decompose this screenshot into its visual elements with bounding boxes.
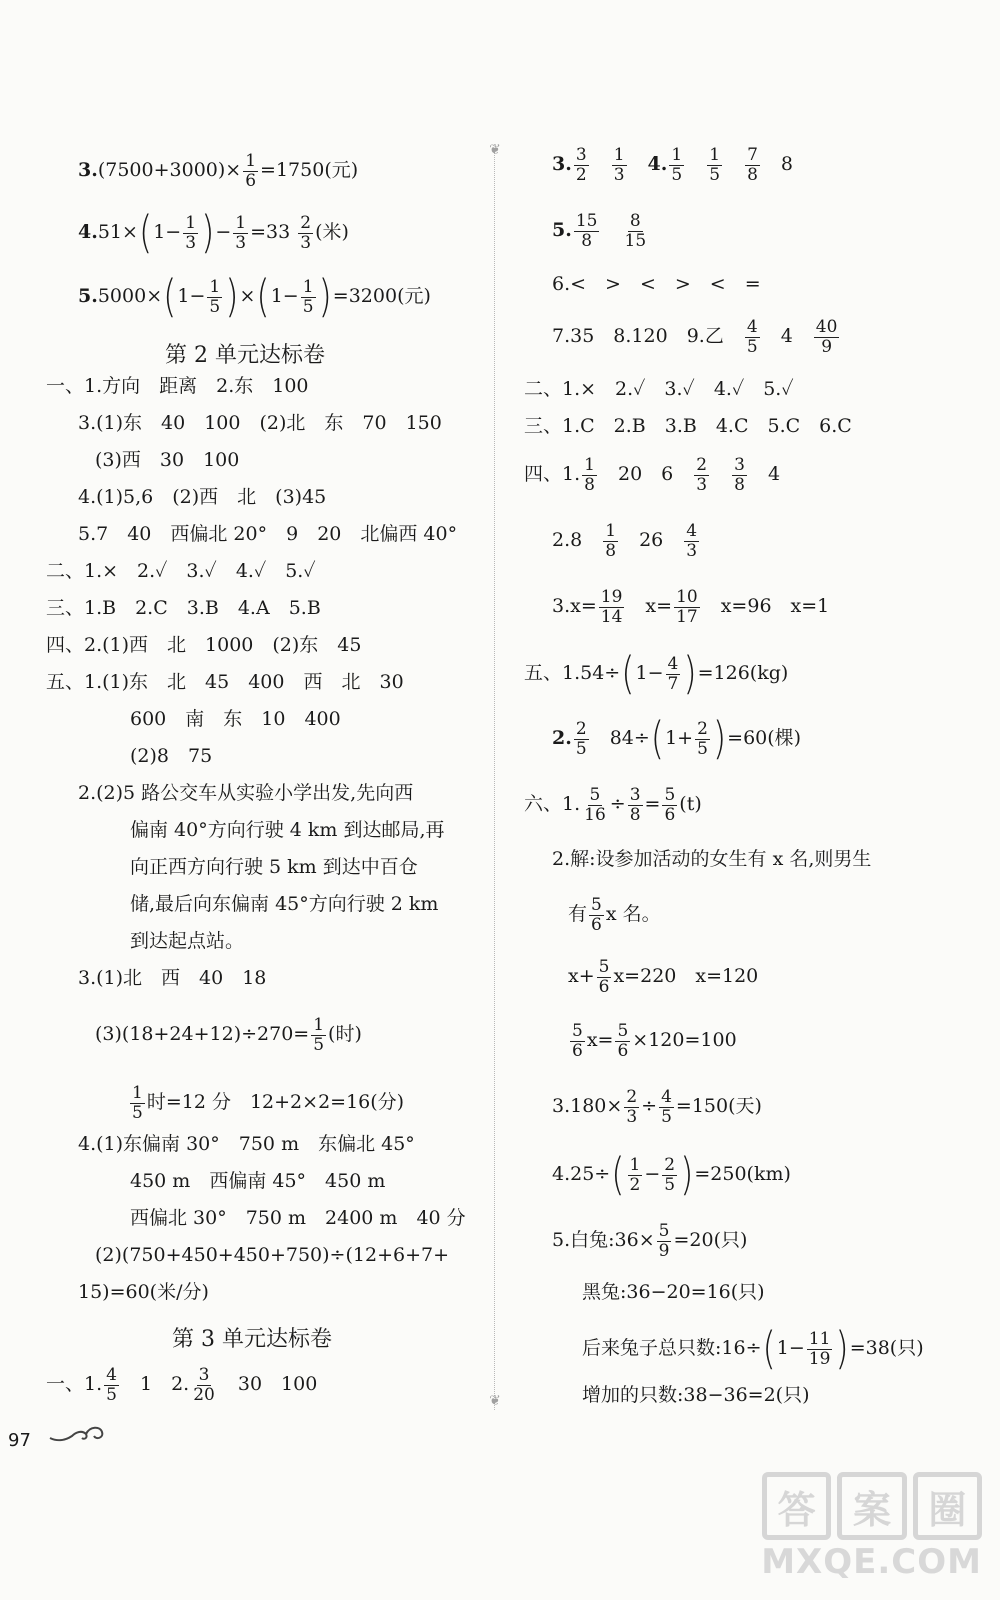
answer-line: 2. $\frac{2}{5}$ 84÷(1+ $\frac{2}{5}$ )=60(棵) [552,713,802,766]
answer-line: 后来兔子总只数:16÷(1− $\frac{11}{19}$ )=38(只) [582,1323,924,1376]
answer-line: x+ $\frac{5}{6}$ x=220 x=120 [568,957,759,997]
watermark-char: 圈 [913,1472,982,1540]
answer-line: 有 $\frac{5}{6}$ x 名。 [568,895,661,935]
answer-line: 偏南 40°方向行驶 4 km 到达邮局,再 [130,819,445,841]
answer-line: 450 m 西偏南 45° 450 m [130,1170,386,1192]
answer-line: 五、1.54÷(1− $\frac{4}{7}$ )=126(kg) [524,648,789,701]
section-title: 第 3 单元达标卷 [172,1327,332,1352]
answer-line: 6.< > < > < = [552,273,761,295]
answer-line: (2)8 75 [130,745,213,767]
answer-line: 600 南 东 10 400 [130,708,341,730]
divider-ornament-icon: ❦ [489,1393,501,1409]
answer-line: 3.(1)东 40 100 (2)北 东 70 150 [78,412,442,434]
answer-line: 二、1.× 2.✓ 3.✓ 4.✓ 5.✓ [46,560,316,582]
answer-line: 4.51×(1− $\frac{1}{3}$ )− $\frac{1}{3}$ =33 $\frac{2}{3}$ (米) [78,207,349,260]
answer-line: 15)=60(米/分) [78,1281,209,1303]
answer-line: 五、1.(1)东 北 45 400 西 北 30 [46,671,404,693]
watermark-char: 案 [837,1472,906,1540]
answer-line: 一、1.方向 距离 2.东 100 [46,375,309,397]
answer-line: (3)西 30 100 [95,449,240,471]
answer-line: $\frac{5}{6}$ x= $\frac{5}{6}$ ×120=100 [572,1021,737,1061]
answer-line: 向正西方向行驶 5 km 到达中百仓 [130,856,418,878]
right-column [510,0,1000,1600]
page-number: 97 [8,1430,31,1451]
answer-line: 储,最后向东偏南 45°方向行驶 2 km [130,893,439,915]
answer-line: 5. $\frac{15}{8}$ $\frac{8}{15}$ [552,211,647,251]
answer-line: 四、2.(1)西 北 1000 (2)东 45 [46,634,362,656]
answer-line: (3)(18+24+12)÷270= $\frac{1}{5}$ (时) [95,1015,362,1055]
answer-line: 3.(7500+3000)× $\frac{1}{6}$ =1750(元) [78,151,359,191]
answer-line: 三、1.B 2.C 3.B 4.A 5.B [46,597,321,619]
section-title: 第 2 单元达标卷 [165,343,325,368]
watermark-char: 答 [762,1472,831,1540]
answer-line: 2.(2)5 路公交车从实验小学出发,先向西 [78,782,414,804]
answer-line: 西偏北 30° 750 m 2400 m 40 分 [130,1207,466,1229]
answer-line: 3.(1)北 西 40 18 [78,967,267,989]
answer-line: 六、1. $\frac{5}{16}$ ÷ $\frac{3}{8}$ = $\frac{5}{6}$ (t) [524,785,702,825]
column-divider [494,150,499,1410]
cloud-ornament-icon [48,1420,108,1446]
answer-line: 3.x= $\frac{19}{14}$ x= $\frac{10}{17}$ x=96 x=1 [552,587,830,627]
answer-line: 5.5000×(1− $\frac{1}{5}$ )×(1− $\frac{1}{5}$ )=3200(元) [78,271,431,324]
watermark-url: MXQE.COM [761,1542,982,1582]
answer-line: 5.7 40 西偏北 20° 9 20 北偏西 40° [78,523,458,545]
answer-line: 三、1.C 2.B 3.B 4.C 5.C 6.C [524,415,852,437]
answer-line: 4.25÷( $\frac{1}{2}$ − $\frac{2}{5}$ )=250(km) [552,1149,791,1202]
answer-line: 3.180× $\frac{2}{3}$ ÷ $\frac{4}{5}$ =150(天) [552,1087,762,1127]
answer-line: 5.白兔:36× $\frac{5}{9}$ =20(只) [552,1221,748,1261]
answer-line: 2.8 $\frac{1}{8}$ 26 $\frac{4}{3}$ [552,521,698,561]
answer-line: 一、1. $\frac{4}{5}$ 1 2. $\frac{3}{20}$ 30 100 [46,1365,318,1405]
answer-line: $\frac{1}{5}$ 时=12 分 12+2×2=16(分) [132,1083,405,1123]
answer-line: 4.(1)东偏南 30° 750 m 东偏北 45° [78,1133,415,1155]
answer-line: 4.(1)5,6 (2)西 北 (3)45 [78,486,327,508]
answer-line: 2.解:设参加活动的女生有 x 名,则男生 [552,848,872,870]
answer-line: 四、1. $\frac{1}{8}$ 20 6 $\frac{2}{3}$ $\frac{3}{8}$ 4 [524,455,781,495]
answer-line: 到达起点站。 [130,930,245,952]
answer-line: (2)(750+450+450+750)÷(12+6+7+ [95,1244,450,1266]
answer-line: 增加的只数:38−36=2(只) [582,1384,810,1406]
watermark-logo [762,1472,982,1582]
answer-line: 二、1.× 2.✓ 3.✓ 4.✓ 5.✓ [524,378,794,400]
divider-ornament-icon: ❦ [489,142,501,158]
answer-line: 7.35 8.120 9.乙 $\frac{4}{5}$ 4 $\frac{40}{9}$ [552,317,838,357]
answer-line: 3. $\frac{3}{2}$ $\frac{1}{3}$ 4. $\frac{1}{5}$ $\frac{1}{5}$ $\frac{7}{8}$ 8 [552,145,793,185]
answer-line: 黑兔:36−20=16(只) [582,1281,765,1303]
